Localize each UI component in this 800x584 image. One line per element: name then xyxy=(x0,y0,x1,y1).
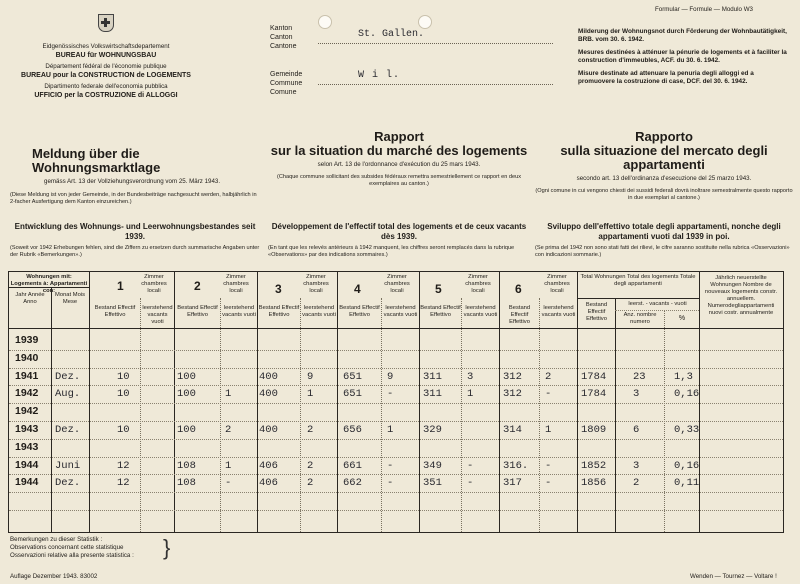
gemeinde-labels xyxy=(270,70,302,97)
total-divider xyxy=(577,298,699,299)
gemeinde-label-it: Comune xyxy=(270,89,297,96)
title-it-line1: Rapporto xyxy=(635,129,693,144)
cell-c6: 9 xyxy=(307,370,314,383)
zimmer-label: Zimmer chambres locali xyxy=(141,274,167,294)
row-year: 1939 xyxy=(15,334,39,346)
section-de xyxy=(10,222,260,259)
cell-c5: 400 xyxy=(259,424,278,436)
cell-c7: 661 xyxy=(343,459,362,472)
table-row xyxy=(9,421,783,439)
kanton-line xyxy=(318,43,553,44)
cell-c10: - xyxy=(467,477,474,490)
leer-divider xyxy=(615,310,699,311)
cell-c1: 10 xyxy=(117,388,130,401)
leer-total-label: leerst. - vacants - vuoti xyxy=(628,301,687,307)
cell-pct: 0,16 xyxy=(674,459,700,472)
cell-c11: 316. xyxy=(503,459,529,472)
cell-c1: 12 xyxy=(117,477,130,490)
punch-hole xyxy=(318,15,332,29)
cell-c7: 656 xyxy=(343,424,362,436)
kanton-label-fr: Canton xyxy=(270,34,293,41)
cell-c9: 351 xyxy=(423,477,442,490)
bureau-it: UFFICIO per la COSTRUZIONE di ALLOGGI xyxy=(34,92,178,99)
total-label: Total Wohnungen Total des logements Totale degli appartamenti xyxy=(580,274,696,287)
table-row xyxy=(9,403,783,421)
decree-it: Misure destinate ad attenuare la penuria degli alloggi ed a promuovere la costruzione di case, DCF. del 30. 6. 1942. xyxy=(578,70,754,85)
title-fr-line1: Rapport xyxy=(374,129,424,144)
cell-c9: 329 xyxy=(423,424,442,436)
cell-c3: 108 xyxy=(177,477,196,490)
table-row xyxy=(9,332,783,350)
leer-label: leerstehend vacants vuoti xyxy=(302,305,336,318)
rooms-header: Wohnungen mit: Logements à: Appartamenti con: xyxy=(10,274,88,294)
cell-c8: - xyxy=(387,477,394,490)
cell-c5: 406 xyxy=(259,477,278,490)
title-it-sub: secondo art. 13 dell'ordinanza d'esecuzione del 25 marzo 1943. xyxy=(576,175,752,182)
bestand-label: Bestand Effectif Effettivo xyxy=(339,305,380,318)
bestand-label: Bestand Effectif Effettivo xyxy=(258,305,300,318)
punch-hole xyxy=(418,15,432,29)
remarks-fr: Observations concernant cette statistique xyxy=(10,544,124,551)
leer-label: leerstehend vacants vuoti xyxy=(383,305,418,318)
turn-note: Wenden — Tournez — Voltare ! xyxy=(690,573,777,580)
bureau-de: BUREAU für WOHNUNGSBAU xyxy=(55,52,157,59)
zimmer-label: Zimmer chambres locali xyxy=(303,274,329,294)
cell-c3: 108 xyxy=(177,459,196,472)
cell-pct: 0,16 xyxy=(674,388,700,401)
cell-pct: 1,3 xyxy=(674,370,693,383)
room-2-number: 2 xyxy=(194,279,201,293)
title-it-line2: sulla situazione del mercato degli appartamenti xyxy=(560,143,768,172)
cell-pct: 0,33 xyxy=(674,424,700,436)
cell-c10: 1 xyxy=(467,388,474,401)
bestand-label: Bestand Effectif Effettivo xyxy=(94,305,136,318)
cell-c12: - xyxy=(545,459,552,472)
cell-tot: 1852 xyxy=(581,459,607,472)
cell-c6: 1 xyxy=(307,388,314,401)
edition-note: Auflage Dezember 1943. 83002 xyxy=(10,573,98,580)
cell-c6: 2 xyxy=(307,459,314,472)
swiss-cross-icon xyxy=(98,14,114,32)
table-row xyxy=(9,368,783,386)
cell-tot: 1784 xyxy=(581,370,607,383)
cell-c1: 12 xyxy=(117,459,130,472)
table-row xyxy=(9,385,783,403)
cell-c12: - xyxy=(545,388,552,401)
cell-c3: 100 xyxy=(177,370,196,383)
section-fr-title: Développement de l'effectif total des logements et de ceux vacants dès 1939. xyxy=(271,222,527,241)
kanton-labels xyxy=(270,24,296,51)
cell-month: Dez. xyxy=(55,477,81,490)
decree-de: Milderung der Wohnungsnot durch Förderung der Wohnbautätigkeit, BRB. vom 30. 6. 1942. xyxy=(578,28,787,43)
zimmer-label: Zimmer chambres locali xyxy=(465,274,491,294)
bestand-label: Bestand Effectif Effettivo xyxy=(508,305,531,325)
cell-c10: 3 xyxy=(467,370,474,383)
cell-c7: 662 xyxy=(343,477,362,490)
section-it-title: Sviluppo dell'effettivo totale degli appartamenti, nonche degli appartamenti vuoti dal 1939 in poi. xyxy=(547,222,781,241)
row-year: 1942 xyxy=(15,405,39,418)
ministry-header xyxy=(20,43,192,100)
section-de-note: (Soweit vor 1942 Erhebungen fehlen, sind die Ziffern zu ersetzen durch summarische Angaben unter der Rubrik «Bemerkungen».) xyxy=(10,245,260,258)
cell-c11: 312 xyxy=(503,388,522,401)
leer-label: leerstehend vacants vuoti xyxy=(541,305,576,318)
row-year: 1940 xyxy=(15,351,39,364)
cell-anz: 3 xyxy=(633,388,640,401)
cell-c8: 9 xyxy=(387,370,394,383)
cell-c12: 1 xyxy=(545,424,552,436)
cell-c5: 406 xyxy=(259,459,278,472)
cell-c9: 311 xyxy=(423,370,442,383)
cell-c3: 100 xyxy=(177,424,196,436)
leer-label: leerstehend vacants vuoti xyxy=(142,305,173,325)
cell-c11: 314 xyxy=(503,424,522,436)
cell-c5: 400 xyxy=(259,370,278,383)
cell-c4: 2 xyxy=(225,424,232,436)
cell-c8: - xyxy=(387,388,394,401)
cell-c10: - xyxy=(467,459,474,472)
cell-c8: 1 xyxy=(387,424,394,436)
cell-c9: 349 xyxy=(423,459,442,472)
cell-c4: 1 xyxy=(225,459,232,472)
decrees xyxy=(578,28,788,86)
leer-label: leerstehend vacants vuoti xyxy=(222,305,256,318)
title-fr-sub: selon Art. 13 de l'ordonnance d'exécution du 25 mars 1943. xyxy=(317,161,481,168)
cell-c12: - xyxy=(545,477,552,490)
section-it-note: (Se prima del 1942 non sono stati fatti dei rilievi, le cifre saranno sostituite nella rubrica «Osservazioni» con indicazioni sommarie.) xyxy=(535,245,790,258)
row-year: 1942 xyxy=(15,387,39,400)
cell-c9: 311 xyxy=(423,388,442,401)
zimmer-label: Zimmer chambres locali xyxy=(384,274,410,294)
gemeinde-label-de: Gemeinde xyxy=(270,71,303,78)
dept-de: Eidgenössisches Volkswirtschaftsdepartement xyxy=(42,43,170,50)
title-it-block xyxy=(535,130,793,202)
room-3-number: 3 xyxy=(275,282,282,296)
title-fr-note: (Chaque commune sollicitant des subsides fédéraux remettra semestriellement ce rapport en deux exemplaires au canton.) xyxy=(276,174,522,187)
room-4-number: 4 xyxy=(354,282,361,296)
cell-c6: 2 xyxy=(307,477,314,490)
remarks-de: Bemerkungen zu dieser Statistik : xyxy=(10,536,103,543)
title-de: Meldung über die Wohnungsmarktlage xyxy=(32,146,161,175)
cell-c1: 10 xyxy=(117,370,130,383)
cell-anz: 23 xyxy=(633,370,646,383)
cell-c7: 651 xyxy=(343,388,362,401)
header-bottom-line xyxy=(9,328,783,329)
table-row xyxy=(9,457,783,475)
remarks-it: Osservazioni relative alla presente statistica : xyxy=(10,552,134,559)
cell-tot: 1856 xyxy=(581,477,607,490)
title-de-note: (Diese Meldung ist von jeder Gemeinde, in der Bundesbeiträge nachgesucht werden, halbjährlich in 2-facher Ausfertigung dem Kanton einzureichen.) xyxy=(10,192,257,205)
cell-c11: 312 xyxy=(503,370,522,383)
month-header: Monat Mois Mese xyxy=(55,292,85,305)
cell-month: Juni xyxy=(55,459,81,472)
row-divider xyxy=(9,510,783,511)
cell-month: Dez. xyxy=(55,370,81,383)
total-bestand-label: Bestand Effectif Effettivo xyxy=(585,302,608,322)
cell-pct: 0,11 xyxy=(674,477,700,490)
remarks-block xyxy=(10,536,134,560)
cell-month: Aug. xyxy=(55,388,81,401)
bestand-label: Bestand Effectif Effettivo xyxy=(420,305,461,318)
cell-c5: 400 xyxy=(259,388,278,401)
gemeinde-line xyxy=(318,84,553,85)
cell-month: Dez. xyxy=(55,424,81,436)
row-year: 1943 xyxy=(15,440,39,453)
table-row xyxy=(9,474,783,492)
table-row xyxy=(9,350,783,368)
cell-anz: 2 xyxy=(633,477,640,490)
row-year: 1941 xyxy=(15,369,39,382)
cell-c3: 100 xyxy=(177,388,196,401)
title-de-block xyxy=(10,147,260,206)
row-year: 1944 xyxy=(15,458,39,471)
cell-c12: 2 xyxy=(545,370,552,383)
title-de-sub: gemäss Art. 13 der Vollziehungsverordnung vom 25. März 1943. xyxy=(44,178,221,185)
section-it xyxy=(535,222,793,259)
year-header: Jahr Année Anno xyxy=(15,292,45,305)
gemeinde-value: W i l. xyxy=(358,70,401,81)
room-5-number: 5 xyxy=(435,282,442,296)
gemeinde-label-fr: Commune xyxy=(270,80,303,87)
cell-tot: 1809 xyxy=(581,424,607,436)
cell-anz: 3 xyxy=(633,459,640,472)
table-row xyxy=(9,439,783,457)
kanton-label-it: Cantone xyxy=(270,43,297,50)
section-fr-note: (En tant que les relevés antérieurs à 1942 manquent, les chiffres seront remplacés dans la rubrique «Observations» par des indications sommaires.) xyxy=(268,245,515,258)
cell-c8: - xyxy=(387,459,394,472)
row-year: 1944 xyxy=(15,476,39,489)
kanton-value: St. Gallen. xyxy=(358,29,425,40)
cell-tot: 1784 xyxy=(581,388,607,401)
dept-it: Dipartimento federale dell'economia pubblica xyxy=(44,83,168,90)
section-fr xyxy=(268,222,530,259)
cell-c11: 317 xyxy=(503,477,522,490)
cell-anz: 6 xyxy=(633,424,640,436)
anz-label: Anz. nombre numero xyxy=(623,312,657,325)
title-fr-block xyxy=(268,130,530,188)
title-fr-line2: sur la situation du marché des logements xyxy=(270,143,528,158)
zimmer-label: Zimmer chambres locali xyxy=(544,274,570,294)
housing-table xyxy=(8,271,784,533)
form-code: Formular — Formule — Modulo W3 xyxy=(655,6,753,13)
row-divider xyxy=(9,492,783,493)
leer-label: leerstehend vacants vuoti xyxy=(463,305,498,318)
row-year: 1943 xyxy=(15,423,39,435)
title-it-note: (Ogni comune in cui vengono chiesti dei sussidi federali dovrà inoltrare semestralmente questo rapporto in due esemplari al cantone.) xyxy=(535,188,793,201)
cell-c4: - xyxy=(225,477,232,490)
zimmer-label: Zimmer chambres locali xyxy=(223,274,249,294)
new-dwellings-label: Jährlich neuerstellte Wohnungen Nombre de nouveaux logements constr. annuellem. Numerodegliappartamenti nuovi costr. annualmente xyxy=(704,275,778,316)
room-1-number: 1 xyxy=(117,279,124,293)
cell-c4: 1 xyxy=(225,388,232,401)
dept-fr: Département fédéral de l'économie publique xyxy=(45,63,167,70)
cell-c6: 2 xyxy=(307,424,314,436)
bestand-label: Bestand Effectif Effettivo xyxy=(177,305,218,318)
cell-c7: 651 xyxy=(343,370,362,383)
bureau-fr: BUREAU pour la CONSTRUCTION de LOGEMENTS xyxy=(21,72,191,79)
decree-fr: Mesures destinées à atténuer la pénurie de logements et à faciliter la construction d'immeubles, ACF. du 30. 6. 1942. xyxy=(578,49,787,64)
section-de-title: Entwicklung des Wohnungs- und Leerwohnungsbestandes seit 1939. xyxy=(14,222,256,241)
brace-icon: } xyxy=(163,535,171,560)
room-6-number: 6 xyxy=(515,282,522,296)
pct-label: % xyxy=(678,315,686,322)
kanton-label-de: Kanton xyxy=(270,25,293,32)
cell-c1: 10 xyxy=(117,424,130,436)
